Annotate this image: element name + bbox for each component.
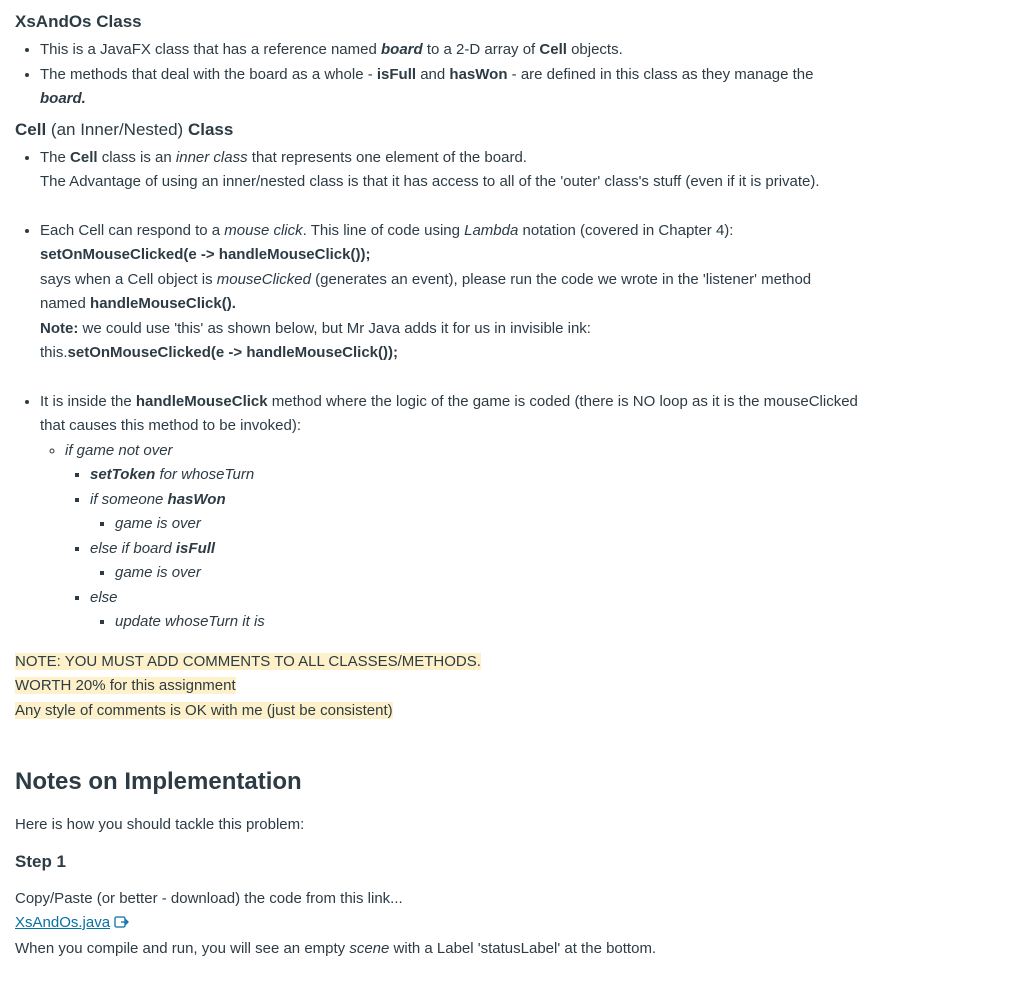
run-description: When you compile and run, you will see an empty scene with a Label 'statusLabel' at the bottom. <box>15 940 657 957</box>
list-item: • This is a JavaFX class that has a reference named board to a 2-D array of Cell objects. <box>40 38 1009 63</box>
list-item: • The methods that deal with the board as a whole - isFull and hasWon - are defined in this class as they manage the board. <box>40 63 1009 112</box>
comments-note <box>15 650 1009 724</box>
copy-instructions: Copy/Paste (or better - download) the code from this link... <box>15 890 403 907</box>
list-item: ◦ if game not over ▪ setToken for whoseTurn ▪ if someone hasWon ▪ game is over ▪ else if board isFull ▪ game is over ▪ else ▪ update whoseTurn it is <box>65 439 859 635</box>
list-item: ▪ setToken for whoseTurn <box>90 463 859 488</box>
nested-list <box>90 512 859 537</box>
note-line: Any style of comments is OK with me (just be consistent) <box>15 701 393 719</box>
file-link-line <box>15 911 1009 937</box>
list-item: • The Cell class is an inner class that represents one element of the board. The Advantage of using an inner/nested class is that it has access to all of the 'outer' class's stuff (even if it is private). <box>40 146 1009 195</box>
xsandos-java-link[interactable]: XsAndOs.java <box>15 914 111 931</box>
list-item: • Each Cell can respond to a mouse click. This line of code using Lambda notation (covered in Chapter 4): setOnMouseClicked(e -> handleMouseClick()); says when a Cell object is mouseClicked (generates an event), please run the code we wrote in the 'listener' method named handleMouseClick(). Note: we could use 'this' as shown below, but Mr Java adds it for us in invisible ink: this.setOnMouseClicked(e -> handleMouseClick()); <box>40 219 1009 366</box>
note-line: NOTE: YOU MUST ADD COMMENTS TO ALL CLASSES/METHODS. <box>15 652 481 670</box>
cell-bullet-list <box>15 146 1009 635</box>
nested-list <box>65 463 859 635</box>
external-link-icon[interactable] <box>114 913 130 937</box>
code-line: setOnMouseClicked(e -> handleMouseClick()); <box>67 344 398 361</box>
intro-text: Here is how you should tackle this problem: <box>15 816 305 833</box>
step-heading: Step 1 <box>15 852 67 871</box>
nested-list <box>90 610 859 635</box>
implementation-heading: Notes on Implementation <box>15 768 302 795</box>
note-line: WORTH 20% for this assignment <box>15 677 236 694</box>
nested-list <box>90 561 859 586</box>
xsandos-class-heading: XsAndOs Class <box>15 12 142 31</box>
game-logic-list <box>40 439 859 635</box>
cell-class-heading: Cell (an Inner/Nested) Class <box>15 119 234 139</box>
list-item: ▪ else ▪ update whoseTurn it is <box>90 586 859 635</box>
list-item: ▪ if someone hasWon ▪ game is over <box>90 488 859 537</box>
list-item: ▪ update whoseTurn it is <box>115 610 859 635</box>
list-item: ▪ game is over <box>115 512 859 537</box>
xsandos-bullet-list <box>15 38 1009 112</box>
list-item: ▪ else if board isFull ▪ game is over <box>90 537 859 586</box>
list-item: ▪ game is over <box>115 561 859 586</box>
list-item: • It is inside the handleMouseClick method where the logic of the game is coded (there is NO loop as it is the mouseClicked that causes this method to be invoked): ◦ if game not over ▪ setToken for whoseTurn ▪ if someone hasWon ▪ game is over ▪ else if board isFull ▪ game is over ▪ else ▪ update whoseTurn it is <box>40 390 1009 635</box>
code-line: setOnMouseClicked(e -> handleMouseClick()); <box>40 246 371 263</box>
